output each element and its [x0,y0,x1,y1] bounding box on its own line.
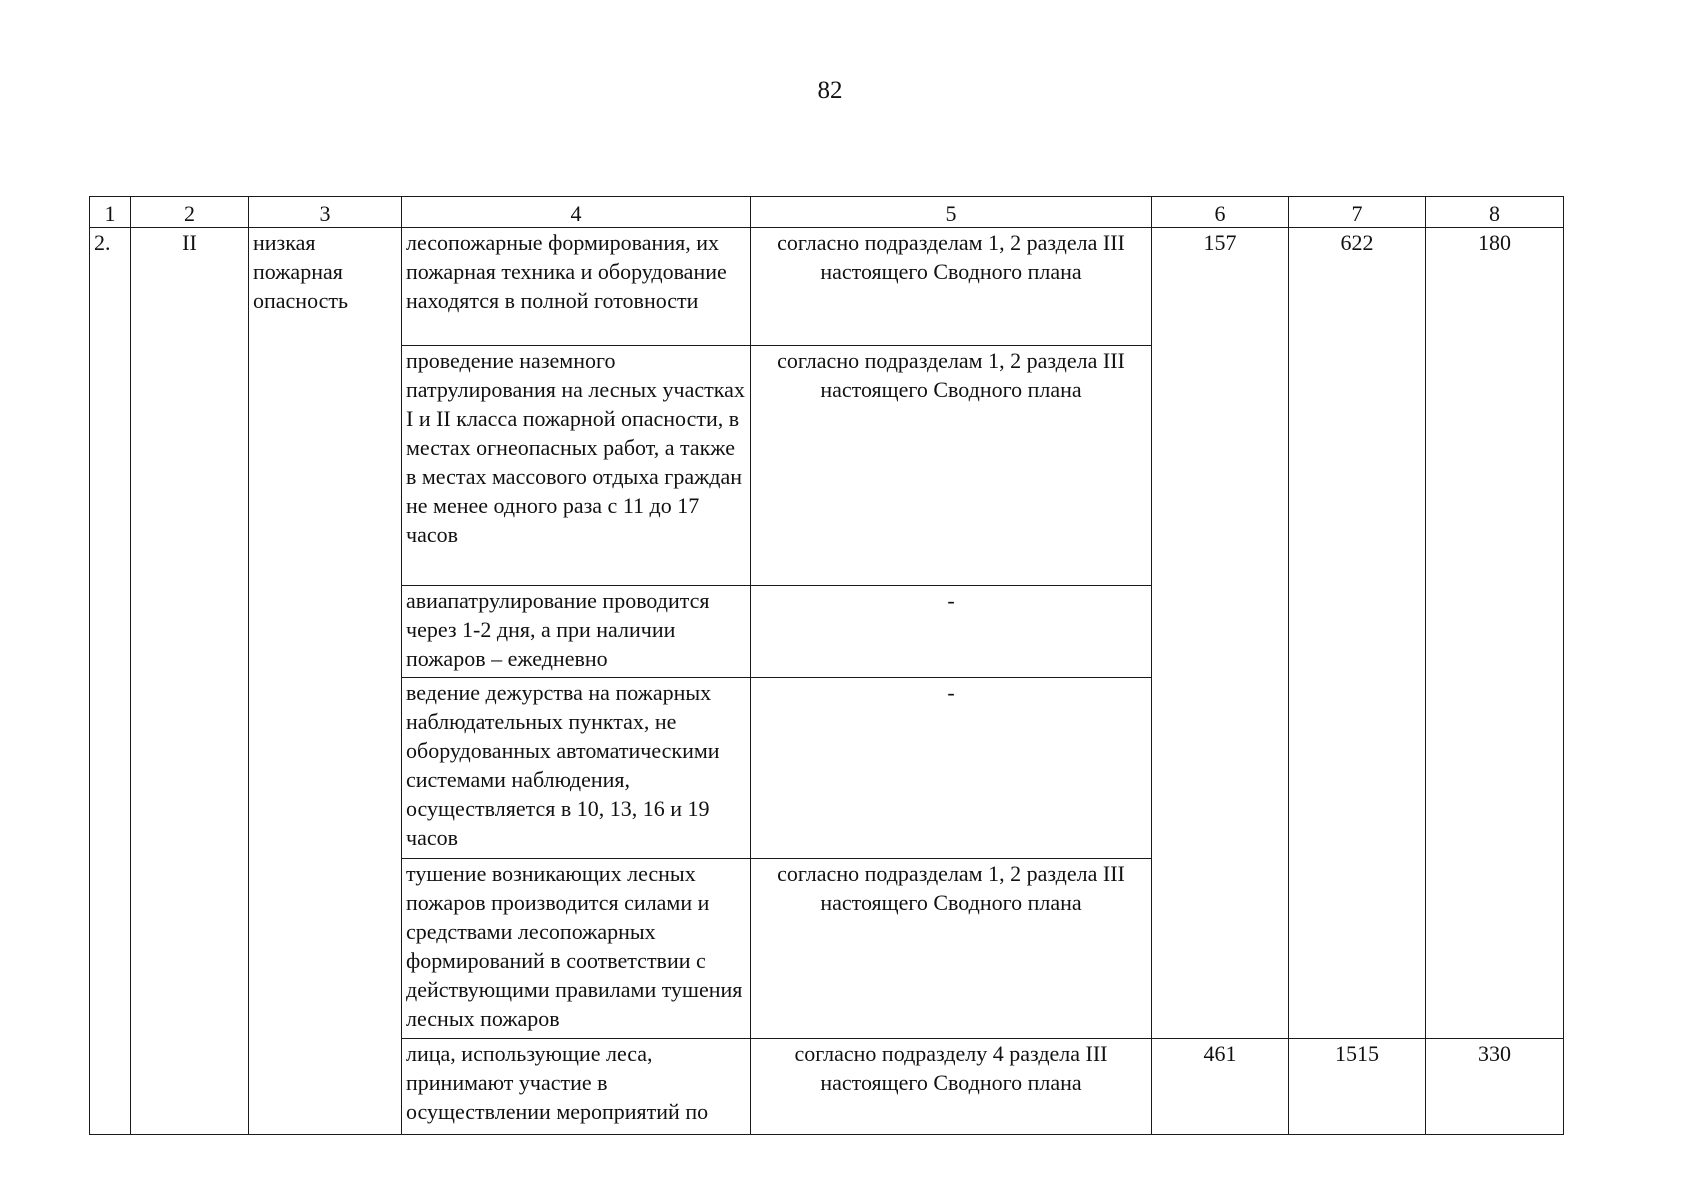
column-header-4: 4 [402,197,751,228]
column-header-6: 6 [1152,197,1289,228]
fire-plan-table [89,196,1564,1135]
measure-reference: - [751,678,1152,859]
measure-text: лесопожарные формирования, их пожарная техника и оборудование находятся в полной готовности [402,228,751,346]
measure-reference: согласно подразделу 4 раздела III настоящего Сводного плана [751,1039,1152,1135]
column-header-5: 5 [751,197,1152,228]
column-header-2: 2 [131,197,249,228]
value-col-8: 330 [1426,1039,1564,1135]
column-number-row [90,197,1564,228]
measure-text: ведение дежурства на пожарных наблюдательных пунктах, не оборудованных автоматическими системами наблюдения, осуществляется в 10, 13, 16 и 19 часов [402,678,751,859]
measure-reference: согласно подразделам 1, 2 раздела III настоящего Сводного плана [751,346,1152,586]
measure-reference: согласно подразделам 1, 2 раздела III настоящего Сводного плана [751,859,1152,1039]
column-header-8: 8 [1426,197,1564,228]
value-col-7: 1515 [1289,1039,1426,1135]
table-row [90,228,1564,346]
measure-reference: - [751,586,1152,678]
page-number: 82 [817,77,843,104]
column-header-3: 3 [249,197,402,228]
danger-class: II [131,228,249,1135]
measure-text: проведение наземного патрулирования на лесных участках I и II класса пожарной опасности, в местах огнеопасных работ, а также в местах массового отдыха граждан не менее одного раза с 11 до 17 часов [402,346,751,586]
value-col-7: 622 [1289,228,1426,1039]
measure-text: авиапатрулирование проводится через 1-2 дня, а при наличии пожаров – ежедневно [402,586,751,678]
value-col-6: 157 [1152,228,1289,1039]
measure-text: лица, использующие леса, принимают участие в осуществлении мероприятий по [402,1039,751,1135]
measure-text: тушение возникающих лесных пожаров производится силами и средствами лесопожарных формирований в соответствии с действующими правилами тушения лесных пожаров [402,859,751,1039]
row-number: 2. [90,228,131,1135]
value-col-6: 461 [1152,1039,1289,1135]
column-header-7: 7 [1289,197,1426,228]
fire-danger-level: низкая пожарная опасность [249,228,402,1135]
measure-reference: согласно подразделам 1, 2 раздела III настоящего Сводного плана [751,228,1152,346]
column-header-1: 1 [90,197,131,228]
value-col-8: 180 [1426,228,1564,1039]
